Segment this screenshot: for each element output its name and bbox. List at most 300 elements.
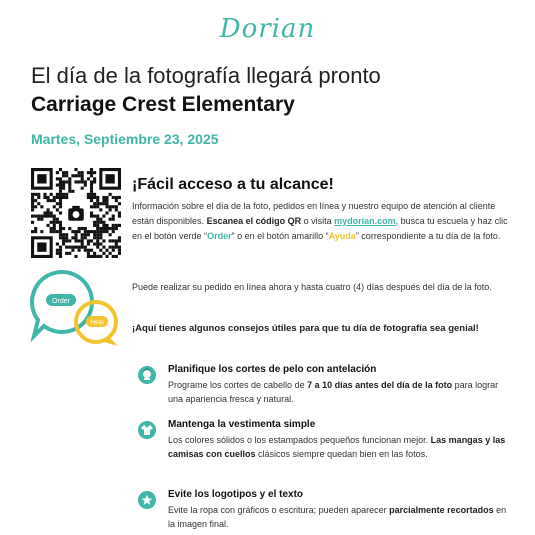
qr-module	[81, 227, 84, 230]
qr-module	[59, 168, 62, 171]
qr-module	[102, 215, 105, 218]
qr-module	[96, 233, 99, 236]
qr-module	[87, 177, 90, 180]
qr-module	[62, 233, 65, 236]
qr-code-icon[interactable]	[31, 168, 121, 258]
qr-module	[68, 177, 71, 180]
qr-module	[68, 187, 71, 190]
qr-module	[115, 205, 118, 208]
qr-module	[59, 211, 62, 214]
qr-module	[93, 196, 96, 199]
qr-module	[71, 190, 74, 193]
qr-module	[87, 249, 90, 252]
qr-module	[96, 246, 99, 249]
qr-module	[105, 249, 108, 252]
qr-module	[93, 215, 96, 218]
qr-module	[59, 252, 62, 255]
qr-module	[47, 199, 50, 202]
qr-module	[74, 236, 77, 239]
qr-module	[56, 196, 59, 199]
qr-module	[59, 236, 62, 239]
qr-module	[31, 221, 34, 224]
qr-module	[112, 227, 115, 230]
qr-module	[118, 249, 121, 252]
tip-body: Los colores sólidos o los estampados pequeños funcionan mejor. Las mangas y las camisas con cuellos clásicos siempre quedan bien en las fotos.	[168, 435, 506, 459]
qr-module	[96, 242, 99, 245]
qr-module	[40, 230, 43, 233]
qr-module	[115, 208, 118, 211]
qr-module	[59, 246, 62, 249]
qr-module	[84, 236, 87, 239]
qr-module	[62, 180, 65, 183]
qr-module	[96, 236, 99, 239]
qr-module	[112, 255, 115, 258]
qr-module	[34, 227, 37, 230]
qr-module	[84, 230, 87, 233]
school-name: Carriage Crest Elementary	[31, 93, 295, 116]
qr-module	[96, 196, 99, 199]
qr-module	[90, 190, 93, 193]
qr-module	[90, 193, 93, 196]
qr-module	[109, 208, 112, 211]
qr-module	[81, 171, 84, 174]
page-headline: El día de la fotografía llegará pronto	[31, 63, 381, 88]
qr-module	[62, 184, 65, 187]
qr-module	[96, 202, 99, 205]
qr-module	[56, 221, 59, 224]
qr-module	[105, 199, 108, 202]
qr-module	[109, 227, 112, 230]
qr-module	[99, 255, 102, 258]
qr-module	[96, 255, 99, 258]
qr-module	[81, 174, 84, 177]
qr-module	[81, 236, 84, 239]
qr-module	[115, 242, 118, 245]
qr-module	[47, 215, 50, 218]
tip-body: Programe los cortes de cabello de 7 a 10 días antes del día de la foto para lograr una apariencia fresca y natural.	[168, 380, 499, 404]
qr-module	[56, 218, 59, 221]
qr-module	[90, 215, 93, 218]
qr-module	[105, 227, 108, 230]
qr-module	[105, 211, 108, 214]
order-help-bubbles	[28, 266, 128, 356]
qr-module	[43, 211, 46, 214]
qr-module	[99, 236, 102, 239]
qr-module	[34, 205, 37, 208]
qr-module	[40, 205, 43, 208]
qr-module	[47, 208, 50, 211]
qr-module	[71, 249, 74, 252]
qr-module	[96, 205, 99, 208]
qr-module	[112, 230, 115, 233]
qr-module	[59, 199, 62, 202]
qr-module	[112, 224, 115, 227]
qr-module	[40, 215, 43, 218]
qr-module	[43, 215, 46, 218]
qr-module	[59, 233, 62, 236]
qr-module	[81, 187, 84, 190]
qr-module	[65, 193, 68, 196]
qr-module	[59, 187, 62, 190]
qr-module	[65, 174, 68, 177]
qr-module	[87, 230, 90, 233]
mydorian-link[interactable]: mydorian.com	[334, 216, 396, 226]
qr-module	[59, 202, 62, 205]
qr-module	[65, 236, 68, 239]
qr-module	[37, 193, 40, 196]
qr-module	[50, 211, 53, 214]
qr-module	[78, 239, 81, 242]
qr-module	[93, 236, 96, 239]
qr-module	[93, 252, 96, 255]
qr-module	[96, 230, 99, 233]
qr-module	[68, 239, 71, 242]
qr-module	[112, 249, 115, 252]
qr-module	[112, 246, 115, 249]
qr-module	[34, 215, 37, 218]
qr-module	[59, 184, 62, 187]
qr-module	[78, 249, 81, 252]
qr-module	[105, 196, 108, 199]
qr-module	[47, 224, 50, 227]
qr-module	[109, 205, 112, 208]
qr-module	[99, 202, 102, 205]
qr-module	[87, 233, 90, 236]
qr-module	[59, 255, 62, 258]
qr-module	[53, 199, 56, 202]
qr-module	[93, 221, 96, 224]
qr-module	[118, 224, 121, 227]
qr-module	[68, 246, 71, 249]
qr-module	[102, 221, 105, 224]
qr-module	[53, 230, 56, 233]
qr-module	[102, 224, 105, 227]
qr-module	[59, 180, 62, 183]
qr-module	[81, 233, 84, 236]
qr-module	[81, 239, 84, 242]
qr-module	[109, 218, 112, 221]
qr-module	[56, 230, 59, 233]
qr-module	[84, 180, 87, 183]
qr-module	[87, 171, 90, 174]
qr-module	[81, 246, 84, 249]
qr-module	[65, 196, 68, 199]
qr-module	[68, 180, 71, 183]
qr-module	[74, 174, 77, 177]
qr-module	[50, 199, 53, 202]
qr-module	[62, 236, 65, 239]
qr-module	[99, 242, 102, 245]
qr-module	[56, 193, 59, 196]
qr-module	[62, 193, 65, 196]
qr-module	[56, 184, 59, 187]
qr-module	[62, 171, 65, 174]
qr-module	[53, 227, 56, 230]
qr-module	[109, 193, 112, 196]
qr-module	[90, 255, 93, 258]
qr-module	[56, 249, 59, 252]
qr-module	[87, 252, 90, 255]
qr-module	[31, 230, 34, 233]
qr-module	[59, 227, 62, 230]
qr-module	[74, 233, 77, 236]
qr-module	[62, 227, 65, 230]
qr-module	[84, 249, 87, 252]
qr-module	[34, 230, 37, 233]
qr-module	[47, 211, 50, 214]
qr-module	[105, 230, 108, 233]
qr-module	[112, 215, 115, 218]
qr-module	[59, 224, 62, 227]
qr-module	[109, 246, 112, 249]
qr-module	[59, 193, 62, 196]
qr-module	[62, 239, 65, 242]
qr-module	[90, 205, 93, 208]
qr-module	[102, 202, 105, 205]
qr-module	[118, 196, 121, 199]
qr-module	[112, 196, 115, 199]
qr-module	[37, 218, 40, 221]
qr-module	[93, 255, 96, 258]
tips-heading: ¡Aquí tienes algunos consejos útiles para que tu día de fotografía sea genial!	[132, 323, 479, 334]
qr-module	[93, 242, 96, 245]
qr-module	[37, 202, 40, 205]
qr-module	[93, 180, 96, 183]
qr-module	[53, 196, 56, 199]
qr-module	[102, 230, 105, 233]
qr-module	[87, 242, 90, 245]
qr-module	[90, 211, 93, 214]
qr-module	[102, 196, 105, 199]
qr-module	[71, 174, 74, 177]
qr-module	[74, 246, 77, 249]
star-icon	[138, 491, 156, 509]
qr-module	[31, 196, 34, 199]
qr-module	[115, 196, 118, 199]
tip-body: Evite la ropa con gráficos o escritura; pueden aparecer parcialmente recortados en la imagen final.	[168, 505, 507, 529]
qr-module	[62, 187, 65, 190]
qr-module	[118, 246, 121, 249]
qr-module	[56, 171, 59, 174]
qr-module	[96, 199, 99, 202]
qr-module	[90, 184, 93, 187]
qr-module	[99, 218, 102, 221]
qr-module	[65, 239, 68, 242]
qr-module	[78, 246, 81, 249]
qr-module	[84, 246, 87, 249]
qr-module	[102, 239, 105, 242]
qr-module	[62, 174, 65, 177]
qr-module	[81, 180, 84, 183]
qr-module	[59, 205, 62, 208]
qr-module	[99, 230, 102, 233]
qr-module	[59, 177, 62, 180]
qr-module	[71, 236, 74, 239]
qr-module	[96, 218, 99, 221]
qr-module	[34, 199, 37, 202]
qr-module	[93, 202, 96, 205]
qr-module	[87, 196, 90, 199]
qr-module	[65, 180, 68, 183]
qr-module	[90, 180, 93, 183]
qr-module	[90, 199, 93, 202]
shirt-icon	[138, 421, 156, 439]
tip-title: Planifique los cortes de pelo con antelación	[168, 364, 377, 375]
qr-module	[81, 177, 84, 180]
qr-module	[118, 236, 121, 239]
qr-module	[78, 171, 81, 174]
qr-module	[102, 246, 105, 249]
qr-module	[62, 196, 65, 199]
qr-module	[109, 239, 112, 242]
easy-access-paragraph: Información sobre el día de la foto, pedidos en línea y nuestro equipo de atención al cliente están disponibles. Escanea el código QR o visita mydorian.com, busca tu escuela y haz clic en el botón verde “Order” o en el botón amarillo “Ayuda” correspondiente a tu día de la foto.	[132, 201, 508, 241]
qr-module	[112, 218, 115, 221]
qr-module	[93, 224, 96, 227]
qr-module	[84, 227, 87, 230]
qr-module	[115, 199, 118, 202]
qr-module	[68, 190, 71, 193]
qr-module	[59, 190, 62, 193]
qr-module	[31, 215, 34, 218]
qr-module	[112, 239, 115, 242]
qr-module	[90, 239, 93, 242]
qr-module	[43, 193, 46, 196]
qr-module	[31, 202, 34, 205]
qr-module	[74, 239, 77, 242]
qr-module	[53, 224, 56, 227]
qr-module	[53, 221, 56, 224]
qr-module	[74, 180, 77, 183]
qr-module	[40, 218, 43, 221]
qr-module	[115, 246, 118, 249]
qr-module	[87, 239, 90, 242]
qr-module	[115, 227, 118, 230]
qr-module	[90, 174, 93, 177]
qr-module	[105, 224, 108, 227]
qr-module	[59, 196, 62, 199]
qr-module	[115, 239, 118, 242]
qr-module	[53, 205, 56, 208]
qr-module	[102, 199, 105, 202]
qr-module	[53, 215, 56, 218]
qr-module	[93, 205, 96, 208]
easy-access-title: ¡Fácil acceso a tu alcance!	[132, 176, 334, 193]
qr-module	[53, 218, 56, 221]
qr-module	[109, 252, 112, 255]
qr-module	[81, 242, 84, 245]
qr-module	[90, 168, 93, 171]
haircut-icon	[138, 366, 156, 384]
picture-day-date: Martes, Septiembre 23, 2025	[31, 131, 219, 147]
qr-module	[84, 184, 87, 187]
qr-module	[118, 239, 121, 242]
qr-module	[71, 230, 74, 233]
qr-module	[90, 249, 93, 252]
qr-module	[118, 252, 121, 255]
qr-module	[78, 227, 81, 230]
qr-module	[87, 193, 90, 196]
qr-module	[118, 202, 121, 205]
order-window-paragraph: Puede realizar su pedido en línea ahora y hasta cuatro (4) días después del día de la foto.	[132, 282, 492, 292]
qr-module	[68, 252, 71, 255]
order-bubble-icon	[32, 272, 92, 336]
qr-module	[109, 233, 112, 236]
qr-module	[37, 215, 40, 218]
qr-module	[74, 255, 77, 258]
dorian-logo: Dorian	[219, 14, 316, 44]
qr-module	[34, 193, 37, 196]
qr-module	[118, 211, 121, 214]
qr-module	[59, 221, 62, 224]
qr-module	[93, 177, 96, 180]
qr-module	[56, 242, 59, 245]
qr-module	[93, 230, 96, 233]
qr-module	[105, 205, 108, 208]
qr-module	[56, 252, 59, 255]
qr-module	[96, 221, 99, 224]
qr-module	[65, 252, 68, 255]
qr-module	[99, 208, 102, 211]
qr-module	[68, 184, 71, 187]
order-bubble-label: Order	[52, 298, 70, 305]
qr-module	[50, 230, 53, 233]
qr-module	[43, 196, 46, 199]
qr-module	[65, 233, 68, 236]
qr-module	[56, 177, 59, 180]
qr-module	[115, 255, 118, 258]
qr-module	[31, 208, 34, 211]
qr-module	[62, 242, 65, 245]
qr-module	[56, 202, 59, 205]
qr-module	[74, 230, 77, 233]
qr-module	[96, 224, 99, 227]
tip-title: Evite los logotipos y el texto	[168, 489, 304, 500]
qr-module	[99, 221, 102, 224]
qr-module	[84, 233, 87, 236]
qr-module	[118, 215, 121, 218]
qr-module	[78, 180, 81, 183]
tip-title: Mantenga la vestimenta simple	[168, 419, 316, 430]
qr-module	[90, 230, 93, 233]
qr-module	[90, 187, 93, 190]
qr-module	[93, 233, 96, 236]
qr-module	[102, 227, 105, 230]
qr-module	[105, 202, 108, 205]
qr-module	[59, 249, 62, 252]
qr-module	[93, 171, 96, 174]
qr-module	[115, 224, 118, 227]
qr-module	[50, 227, 53, 230]
qr-module	[31, 205, 34, 208]
qr-module	[50, 221, 53, 224]
qr-module	[112, 205, 115, 208]
qr-module	[74, 168, 77, 171]
qr-module	[96, 215, 99, 218]
qr-module	[71, 246, 74, 249]
qr-module	[96, 227, 99, 230]
qr-module	[31, 193, 34, 196]
qr-module	[90, 171, 93, 174]
qr-module	[47, 196, 50, 199]
qr-module	[50, 193, 53, 196]
help-bubble-label: Help	[90, 319, 104, 326]
qr-module	[68, 227, 71, 230]
qr-module	[87, 255, 90, 258]
qr-module	[31, 199, 34, 202]
qr-module	[78, 174, 81, 177]
qr-module	[99, 249, 102, 252]
qr-module	[99, 227, 102, 230]
